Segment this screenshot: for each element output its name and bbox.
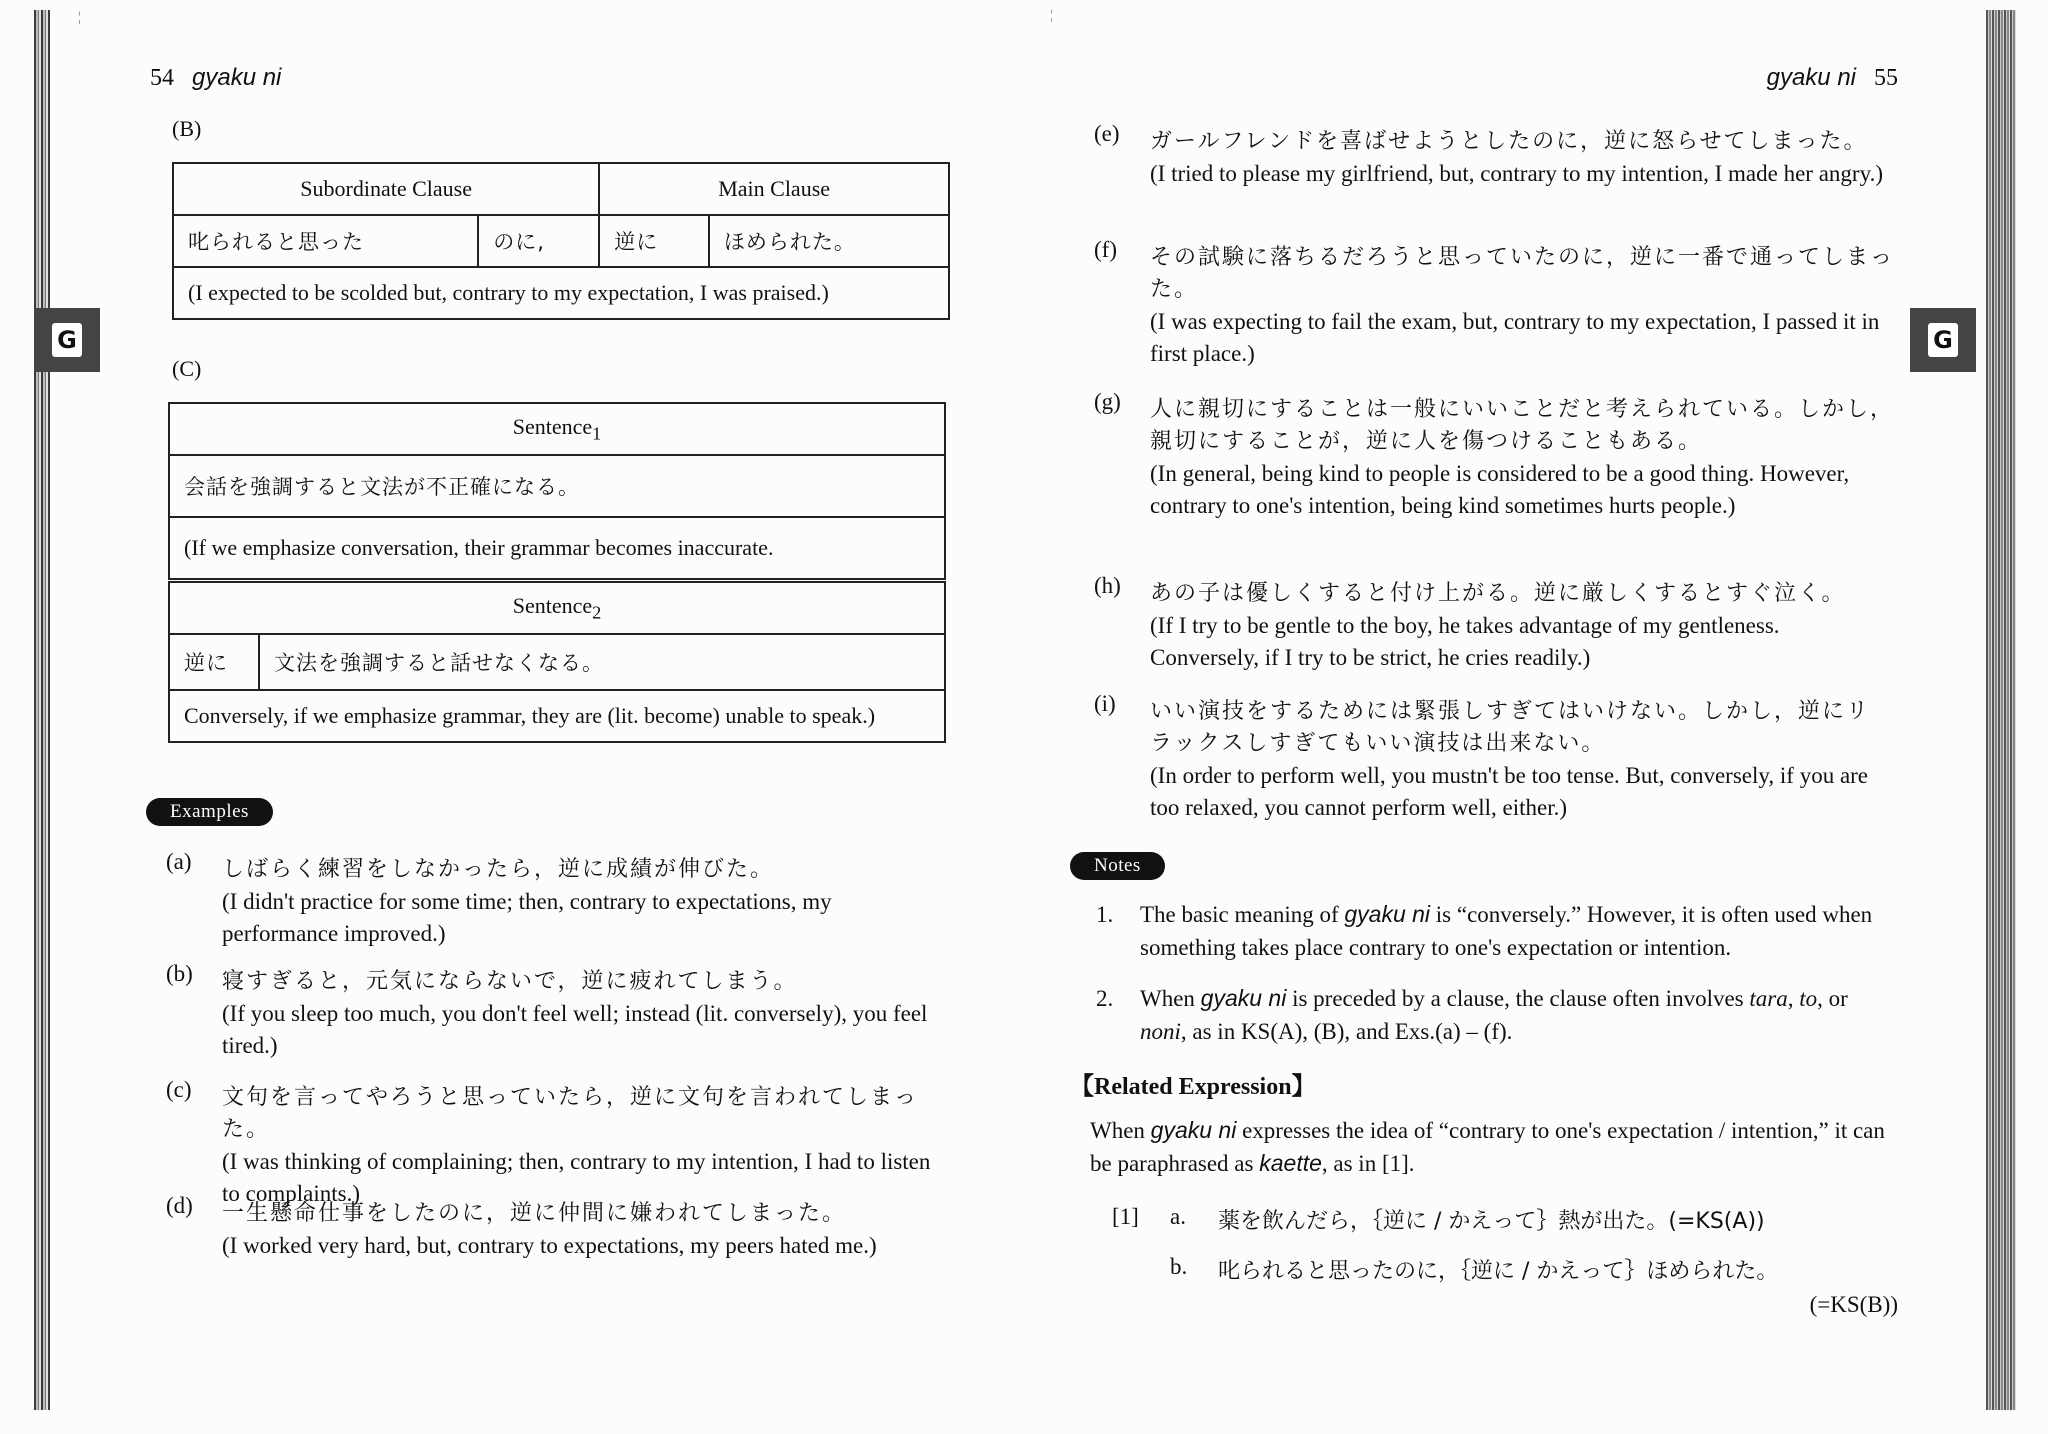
note-text-run: The basic meaning of	[1140, 902, 1345, 927]
table-cell: 叱られると思った	[173, 215, 478, 267]
example-marker: (g)	[1094, 389, 1121, 414]
related-example-b-ref: (=KS(B))	[1809, 1292, 1898, 1317]
running-header-left	[150, 64, 281, 92]
key-sentence-label-c: (C)	[172, 356, 202, 381]
running-header-right	[1767, 64, 1898, 92]
table-translation: (I expected to be scolded but, contrary to my expectation, I was praised.)	[173, 267, 949, 319]
note-term: gyaku ni	[1200, 985, 1287, 1011]
example-japanese: 一生懸命仕事をしたのに，逆に仲間に嫌われてしまった。	[222, 1201, 847, 1226]
para-term: gyaku ni	[1150, 1117, 1237, 1143]
para-text-run: When	[1090, 1118, 1151, 1143]
example-marker: (b)	[166, 961, 193, 986]
example-item	[1094, 234, 1894, 370]
note-marker: 2.	[1096, 986, 1114, 1011]
example-marker: (c)	[166, 1077, 192, 1102]
example-item	[166, 846, 946, 950]
related-expression-paragraph	[1090, 1114, 1898, 1180]
example-english: (I was expecting to fail the exam, but, contrary to my expectation, I passed it in first place.)	[1150, 309, 1880, 366]
example-english: (If you sleep too much, you don't feel well; instead (lit. conversely), you feel tired.)	[222, 1001, 928, 1058]
example-japanese: 寝すぎると，元気にならないで，逆に疲れてしまう。	[222, 969, 798, 994]
note-text-run: is “conversely.” However, it is often used when something takes place contrary to one's expectation or intention.	[1140, 902, 1873, 960]
note-text-run: ,	[1787, 986, 1800, 1011]
page-edge-stack	[34, 10, 50, 1410]
scan-mark: ¦	[78, 10, 81, 25]
note-term: gyaku ni	[1344, 901, 1431, 927]
sentence-1-header	[169, 403, 945, 455]
sentence-2-subscript: 2	[592, 602, 602, 623]
sentence-2-english: Conversely, if we emphasize grammar, they are (lit. become) unable to speak.)	[169, 690, 945, 742]
example-item	[1094, 118, 1894, 190]
thumb-index-tab	[34, 308, 100, 372]
example-japanese: 文句を言ってやろうと思っていたら，逆に文句を言われてしまった。	[222, 1085, 919, 1142]
note-text-run: When	[1140, 986, 1201, 1011]
table-cell: 逆に	[599, 215, 709, 267]
table-cell: 文法を強調すると話せなくなる。	[259, 634, 945, 690]
note-text-run: is preceded by a clause, the clause often involves	[1286, 986, 1750, 1011]
related-example-number: [1]	[1112, 1204, 1139, 1229]
sentence-1-label: Sentence	[512, 413, 593, 439]
example-japanese: ガールフレンドを喜ばせようとしたのに，逆に怒らせてしまった。	[1150, 129, 1868, 154]
related-example-b-marker: b.	[1170, 1254, 1188, 1279]
note-term: noni	[1140, 1019, 1181, 1044]
key-sentence-label-b: (B)	[172, 116, 202, 141]
page-number: 54	[150, 65, 174, 91]
para-text-run: expresses the idea of “contrary to one's expectation / intention,” it can be paraphrased as	[1090, 1118, 1885, 1176]
table-cell: 逆に	[169, 634, 259, 690]
key-sentence-table-b	[172, 162, 950, 320]
col-header-main: Main Clause	[599, 163, 949, 215]
note-term: tara	[1749, 986, 1788, 1011]
para-term: kaette	[1259, 1150, 1322, 1176]
para-text-run: , as in [1].	[1321, 1151, 1415, 1176]
note-term: to	[1799, 986, 1818, 1011]
example-english: (I didn't practice for some time; then, contrary to expectations, my performance improved.)	[222, 889, 832, 946]
sentence-1-english: (If we emphasize conversation, their grammar becomes inaccurate.	[169, 517, 945, 581]
example-item	[1094, 688, 1894, 824]
example-marker: (h)	[1094, 573, 1121, 598]
note-text-run: , or	[1817, 986, 1848, 1011]
example-japanese: しばらく練習をしなかったら，逆に成績が伸びた。	[222, 857, 775, 882]
sentence-2-label: Sentence	[512, 592, 593, 618]
example-japanese: あの子は優しくすると付け上がる。逆に厳しくするとすぐ泣く。	[1150, 581, 1846, 606]
table-cell: ほめられた。	[709, 215, 949, 267]
col-header-subordinate: Subordinate Clause	[173, 163, 599, 215]
example-marker: (e)	[1094, 121, 1120, 146]
running-head-title: gyaku ni	[1766, 64, 1856, 91]
example-english: (In order to perform well, you mustn't be too tense. But, conversely, if you are too relaxed, you cannot perform well, either.)	[1150, 763, 1869, 820]
example-english: (I tried to please my girlfriend, but, contrary to my intention, I made her angry.)	[1150, 161, 1884, 186]
page-number: 55	[1874, 65, 1898, 91]
thumb-index-letter: G	[52, 323, 82, 357]
example-marker: (f)	[1094, 237, 1117, 262]
example-marker: (i)	[1094, 691, 1116, 716]
example-japanese: いい演技をするためには緊張しすぎてはいけない。しかし，逆にリラックスしすぎてもいい演技は出来ない。	[1150, 699, 1871, 756]
example-japanese: 人に親切にすることは一般にいいことだと考えられている。しかし，親切にすることが，逆に人を傷つけることもある。	[1150, 397, 1895, 454]
sentence-1-subscript: 1	[592, 423, 602, 444]
scan-mark: ¦	[1050, 8, 1053, 23]
thumb-index-tab	[1910, 308, 1976, 372]
example-item	[1094, 570, 1894, 674]
example-item	[166, 958, 946, 1062]
example-marker: (a)	[166, 849, 192, 874]
right-page	[1024, 0, 2048, 1434]
example-english: (If I try to be gentle to the boy, he takes advantage of my gentleness. Conversely, if I try to be strict, he cries readily.)	[1150, 613, 1780, 670]
related-example-b: 叱られると思ったのに，｛逆に / かえって｝ほめられた。	[1218, 1259, 1779, 1284]
note-item	[1096, 898, 1896, 964]
example-japanese: その試験に落ちるだろうと思っていたのに，逆に一番で通ってしまった。	[1150, 245, 1895, 302]
note-text	[1140, 898, 1896, 964]
notes-label: Notes	[1070, 852, 1165, 880]
table-cell: のに,	[478, 215, 599, 267]
note-marker: 1.	[1096, 902, 1114, 927]
running-head-title: gyaku ni	[192, 64, 282, 91]
example-item	[166, 1190, 946, 1262]
example-english: (In general, being kind to people is considered to be a good thing. However, contrary to one's intention, being kind sometimes hurts people.)	[1150, 461, 1850, 518]
example-english: (I was thinking of complaining; then, contrary to my intention, I had to listen to complaints.)	[222, 1149, 931, 1206]
note-text	[1140, 982, 1896, 1048]
note-item	[1096, 982, 1896, 1048]
related-example-a: 薬を飲んだら，｛逆に / かえって｝熱が出た。(=KS(A))	[1218, 1209, 1765, 1234]
sentence-2-header	[169, 581, 945, 635]
example-english: (I worked very hard, but, contrary to expectations, my peers hated me.)	[222, 1233, 877, 1258]
related-example-a-marker: a.	[1170, 1204, 1186, 1229]
related-expression-heading: 【Related Expression】	[1070, 1074, 1316, 1100]
page-edge-stack	[1986, 10, 2016, 1410]
key-sentence-table-c	[168, 402, 946, 743]
example-marker: (d)	[166, 1193, 193, 1218]
examples-label: Examples	[146, 798, 273, 826]
sentence-1-japanese: 会話を強調すると文法が不正確になる。	[169, 455, 945, 517]
thumb-index-letter: G	[1928, 323, 1958, 357]
example-item	[1094, 386, 1894, 522]
note-text-run: , as in KS(A), (B), and Exs.(a) – (f).	[1180, 1019, 1513, 1044]
